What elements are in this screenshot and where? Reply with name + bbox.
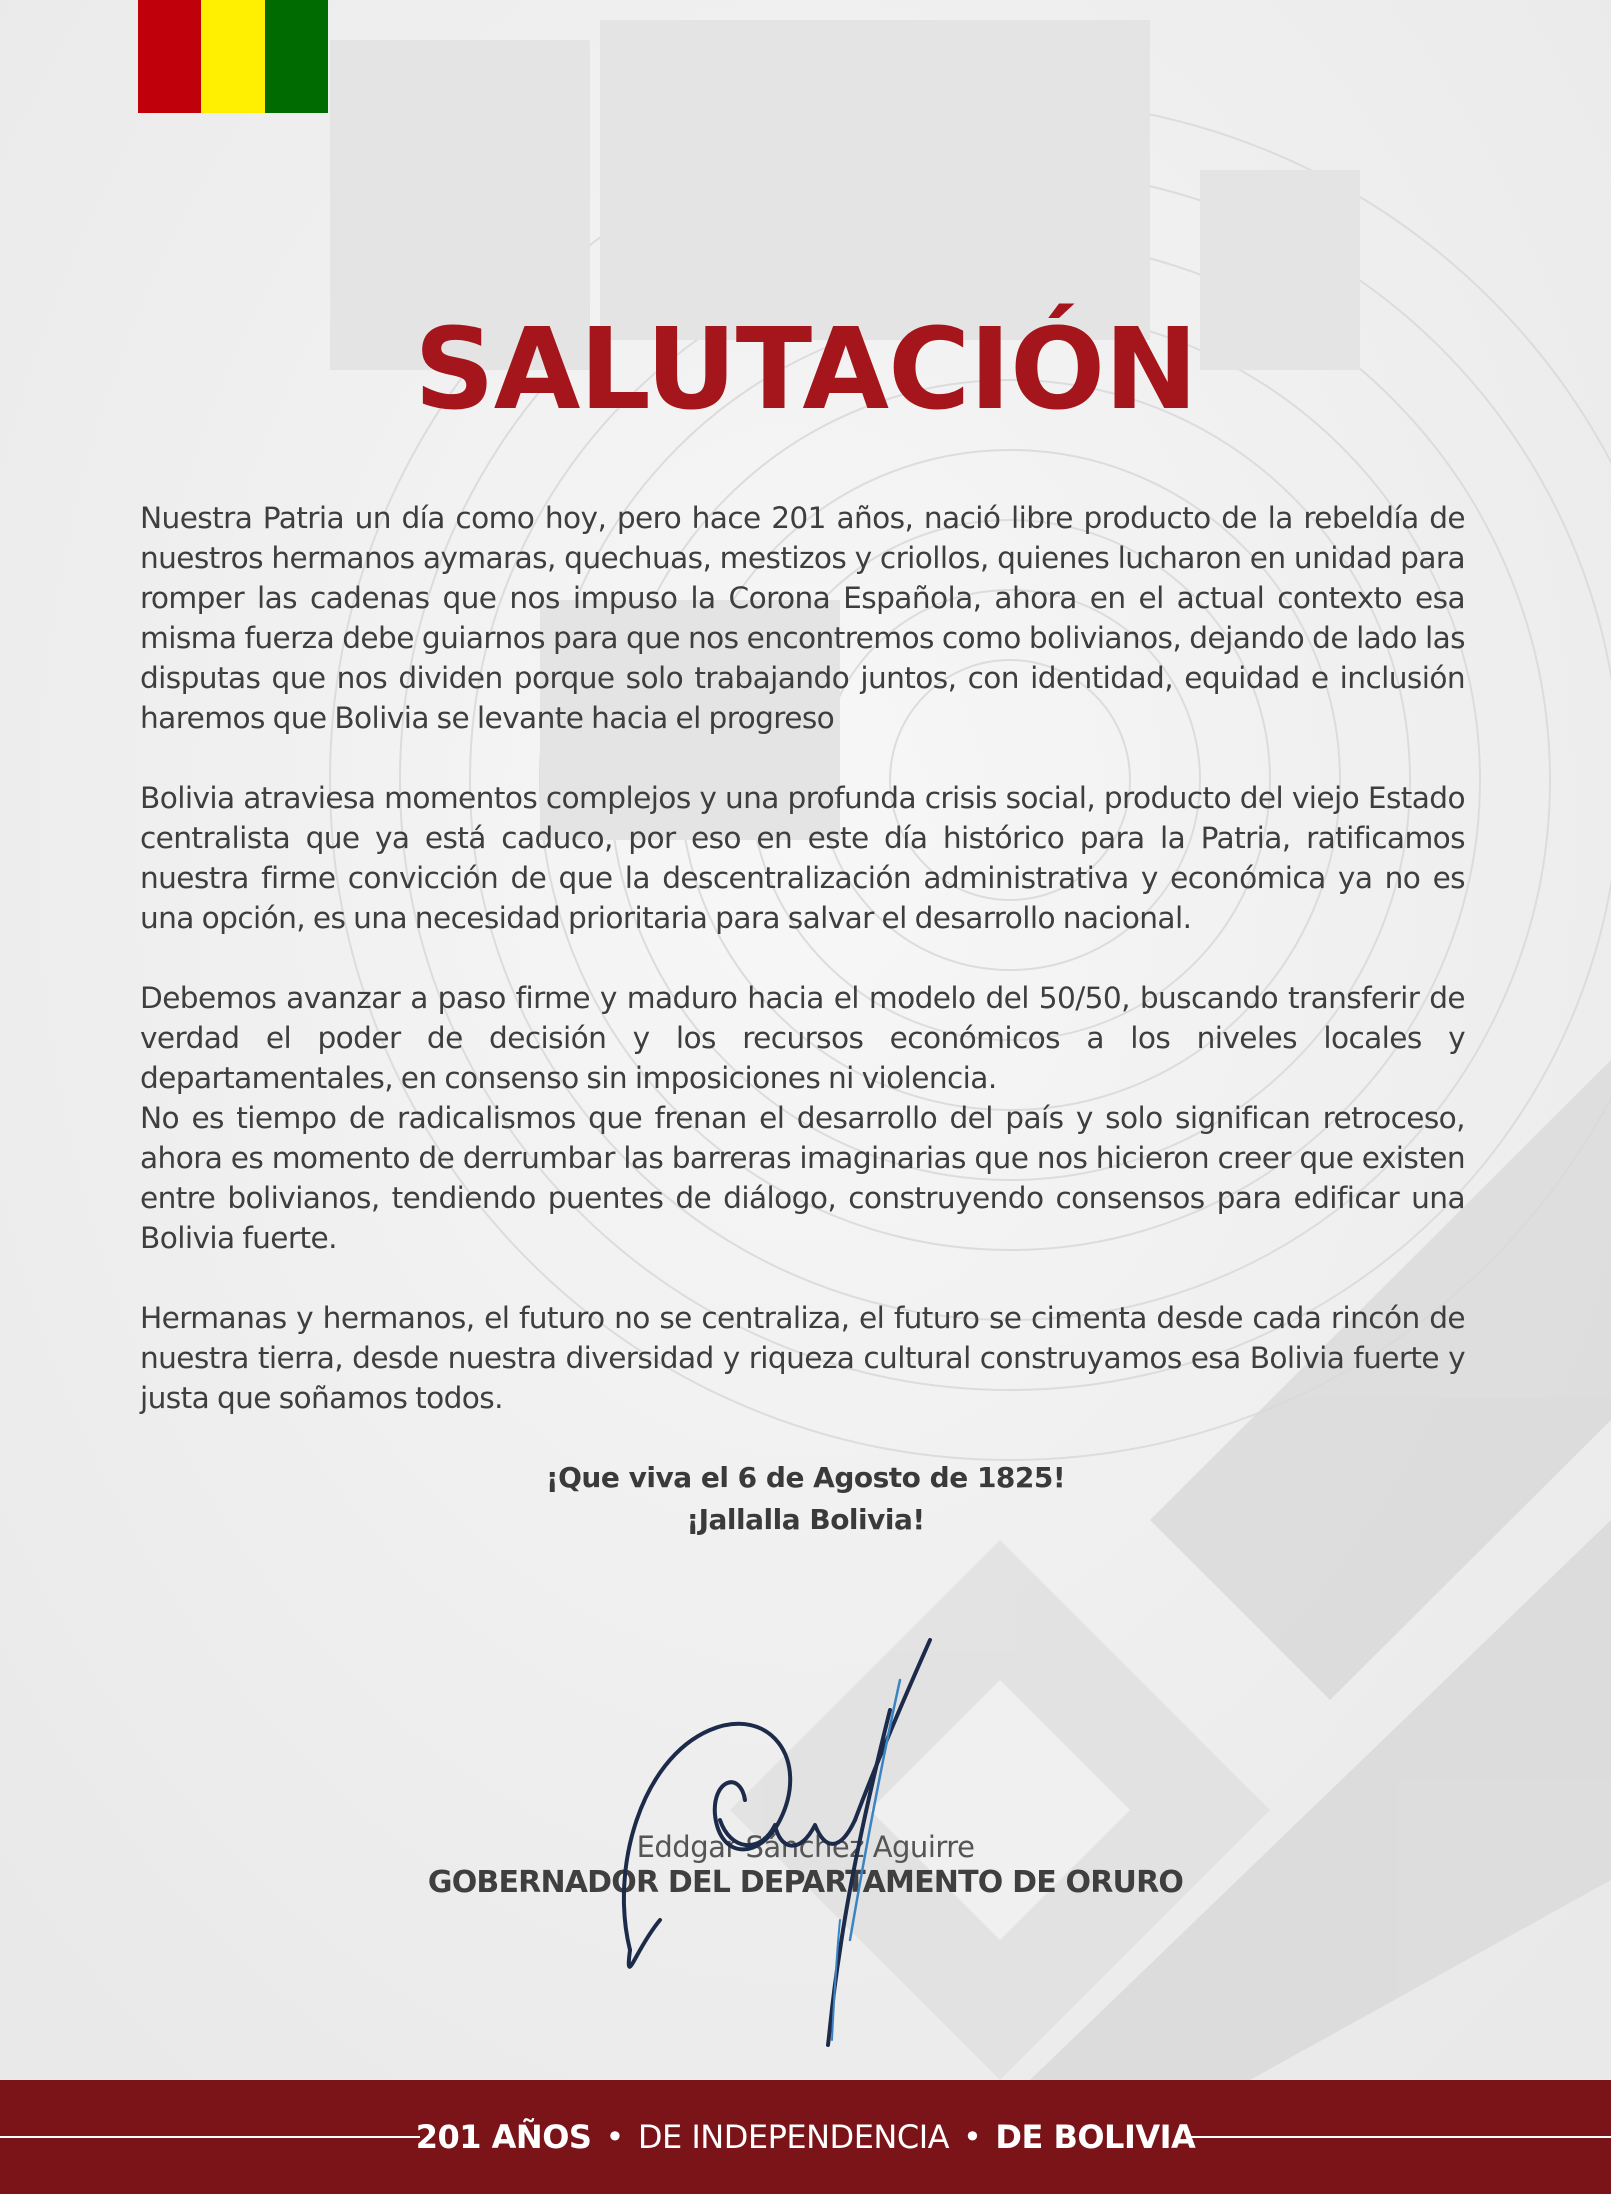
footer-text — [0, 2113, 1611, 2161]
paragraph-4: No es tiempo de radicalismos que frenan el desarrollo del país y solo significan retroceso, ahora es momento de derrumbar las barreras imaginarias que nos hicieron creer que existen entre bolivianos, tendiendo puentes de diálogo, construyendo consensos para edificar una Bolivia fuerte. — [140, 1101, 1465, 1255]
closing-exclamations — [0, 1457, 1611, 1541]
paragraph-1: Nuestra Patria un día como hoy, pero hace 201 años, nació libre producto de la rebeldía de nuestros hermanos aymaras, quechuas, mestizos y criollos, quienes lucharon en unidad para romper las cadenas que nos impuso la Corona Española, ahora en el actual contexto esa misma fuerza debe guiarnos para que nos encontremos como bolivianos, dejando de lado las disputas que nos dividen porque solo trabajando juntos, con identidad, equidad e inclusión haremos que Bolivia se levante hacia el progreso — [140, 501, 1465, 735]
letter-body — [140, 498, 1465, 1418]
footer-country: DE BOLIVIA — [995, 2118, 1196, 2156]
bolivian-flag — [138, 0, 328, 113]
handwritten-signature — [600, 1620, 980, 2050]
footer-separator: • — [963, 2118, 982, 2156]
signatory-role: GOBERNADOR DEL DEPARTAMENTO DE ORURO — [427, 1865, 1184, 1900]
footer-independence: DE INDEPENDENCIA — [637, 2118, 950, 2156]
footer-years: 201 AÑOS — [415, 2118, 592, 2156]
footer-banner — [0, 2080, 1611, 2194]
footer-separator: • — [605, 2118, 624, 2156]
page-title: SALUTACIÓN — [414, 305, 1197, 435]
paragraph-5: Hermanas y hermanos, el futuro no se centraliza, el futuro se cimenta desde cada rincón de nuestra tierra, desde nuestra diversidad y riqueza cultural construyamos esa Bolivia fuerte y justa que soñamos todos. — [140, 1301, 1465, 1415]
flag-yellow-stripe — [201, 0, 264, 113]
paragraph-3: Debemos avanzar a paso firme y maduro hacia el modelo del 50/50, buscando transferir de verdad el poder de decisión y los recursos económicos a los niveles locales y departamentales, en consenso sin imposiciones ni violencia. — [140, 981, 1465, 1095]
closing-line-1: ¡Que viva el 6 de Agosto de 1825! — [545, 1461, 1066, 1494]
paragraph-2: Bolivia atraviesa momentos complejos y una profunda crisis social, producto del viejo Estado centralista que ya está caduco, por eso en este día histórico para la Patria, ratificamos nuestra firme convicción de que la descentralización administrativa y económica ya no es una opción, es una necesidad prioritaria para salvar el desarrollo nacional. — [140, 781, 1465, 935]
signatory-name: Eddgar Sánchez Aguirre — [636, 1830, 975, 1864]
flag-green-stripe — [265, 0, 328, 113]
closing-line-2: ¡Jallalla Bolivia! — [686, 1503, 925, 1536]
flag-red-stripe — [138, 0, 201, 113]
